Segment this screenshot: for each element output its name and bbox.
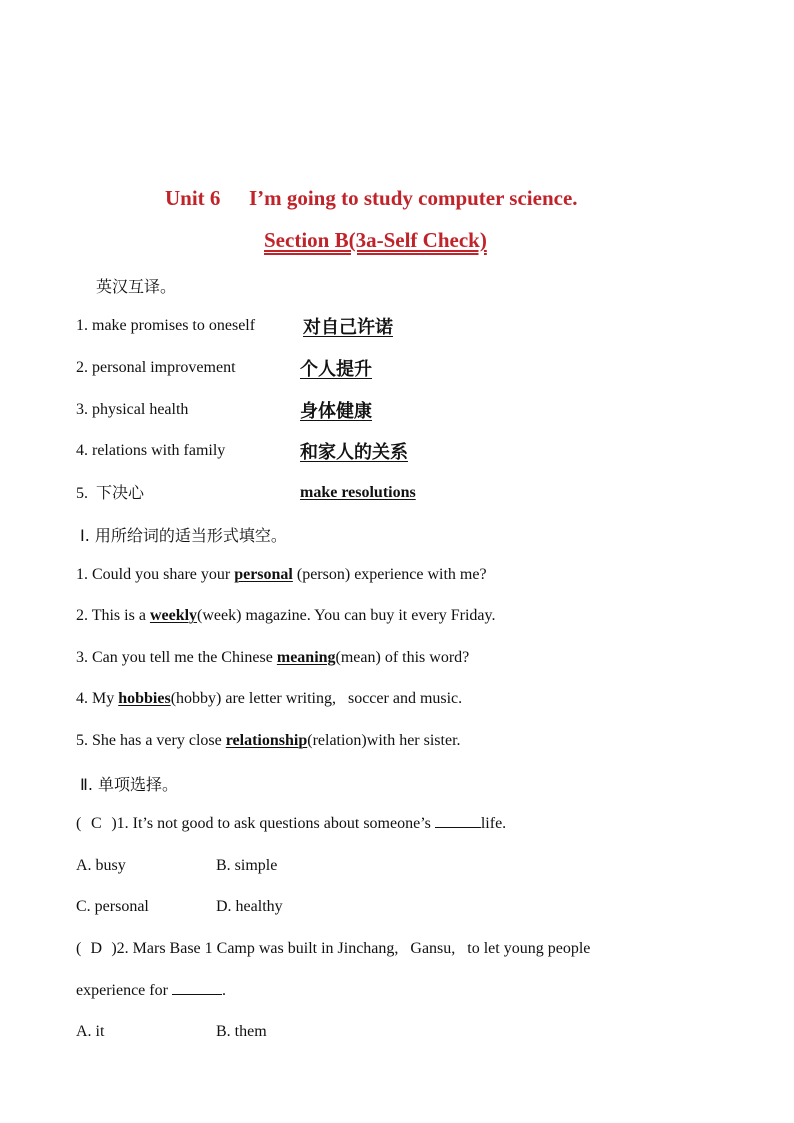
- fill-item-2: 2. This is a weekly(week) magazine. You can buy it every Friday.: [76, 607, 496, 624]
- mc-option-2a: A. it: [76, 1023, 105, 1040]
- mc-option-2b: B. them: [216, 1023, 267, 1040]
- mc-option-1b: B. simple: [216, 857, 278, 874]
- section-label: Section B(3a-Self Check): [264, 228, 487, 252]
- translate-item-2: 2. personal improvement: [76, 359, 236, 376]
- part1-heading: Ⅰ. 用所给词的适当形式填空。: [80, 526, 287, 545]
- translate-answer-4: 和家人的关系: [300, 442, 408, 463]
- fill-item-1: 1. Could you share your personal (person) experience with me?: [76, 566, 487, 583]
- translate-instruction: 英汉互译。: [96, 277, 177, 296]
- mc-blank-2: [172, 993, 222, 995]
- fill-answer-2: weekly: [149, 607, 198, 624]
- fill-answer-5: relationship: [225, 732, 308, 749]
- mc-option-1a: A. busy: [76, 857, 126, 874]
- mc-option-1c: C. personal: [76, 898, 149, 915]
- page-title: [165, 186, 578, 211]
- translate-answer-5: make resolutions: [300, 484, 416, 501]
- fill-item-5: 5. She has a very close relationship(relation)with her sister.: [76, 732, 461, 749]
- section-title: [240, 228, 511, 253]
- translate-item-4: 4. relations with family: [76, 442, 226, 459]
- translate-item-5: 5. 下决心: [76, 483, 145, 502]
- fill-item-3: 3. Can you tell me the Chinese meaning(mean) of this word?: [76, 649, 470, 666]
- mc-option-1d: D. healthy: [216, 898, 283, 915]
- translate-answer-1: 对自己许诺: [303, 317, 393, 338]
- mc-question-2: ( D )2. Mars Base 1 Camp was built in Jinchang, Gansu, to let young people: [76, 940, 591, 957]
- translate-item-3: 3. physical health: [76, 401, 189, 418]
- mc-question-1: ( C )1. It’s not good to ask questions about someone’s life.: [76, 815, 507, 832]
- mc-blank-1: [435, 826, 481, 828]
- mc-question-2-cont: experience for .: [76, 982, 226, 999]
- part2-heading: Ⅱ. 单项选择。: [80, 775, 179, 794]
- fill-answer-1: personal: [234, 566, 293, 583]
- mc-answer-2: D: [90, 940, 103, 957]
- mc-answer-1: C: [90, 815, 102, 832]
- translate-item-1: 1. make promises to oneself: [76, 317, 256, 334]
- translate-answer-2: 个人提升: [300, 359, 372, 380]
- fill-item-4: 4. My hobbies(hobby) are letter writing, soccer and music.: [76, 690, 463, 707]
- translate-answer-3: 身体健康: [300, 401, 372, 422]
- unit-label: Unit 6: [165, 186, 221, 210]
- fill-answer-3: meaning: [276, 649, 336, 666]
- unit-heading: I’m going to study computer science.: [248, 186, 578, 210]
- fill-answer-4: hobbies: [118, 690, 171, 707]
